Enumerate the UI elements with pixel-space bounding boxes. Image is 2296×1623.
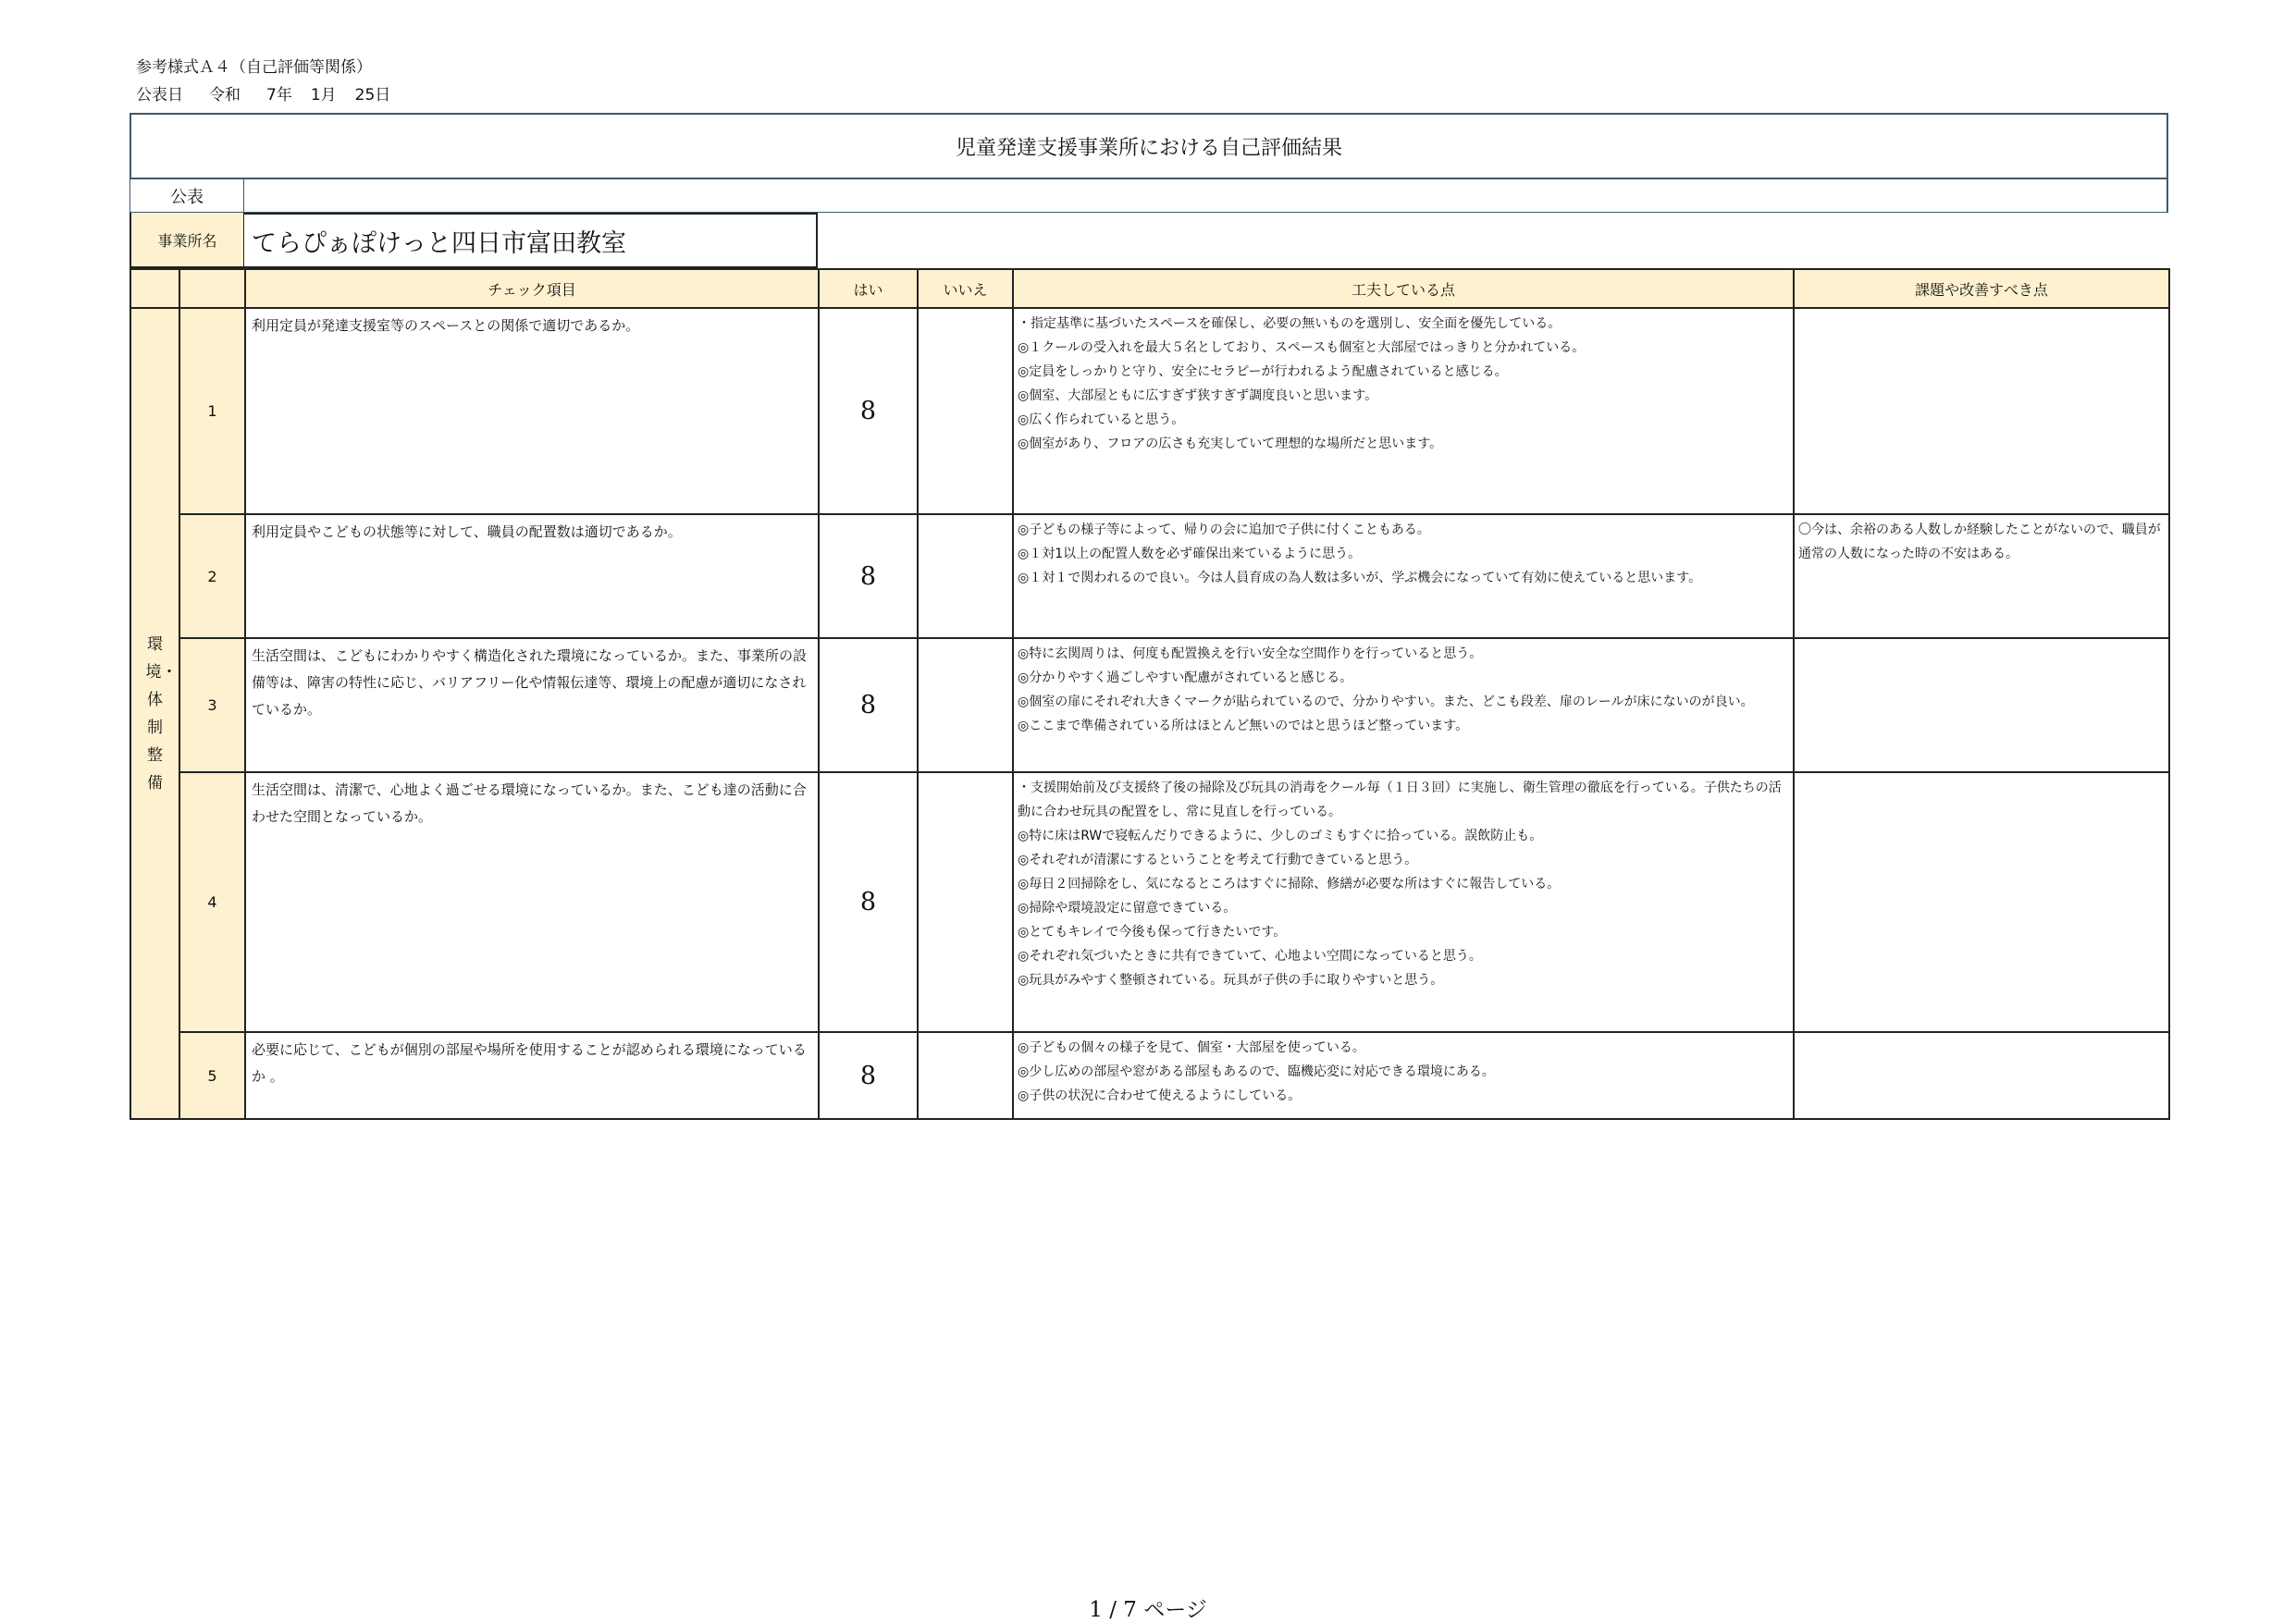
note-line: ◎とてもキレイで今後も保って行きたいです。 [1018,925,1287,940]
note-line: ◎ここまで準備されている所はほとんど無いのではと思うほど整っています。 [1018,719,1469,733]
header-effort: 工夫している点 [1013,269,1794,308]
note-line: ◎毎日２回掃除をし、気になるところはすぐに掃除、修繕が必要な所はすぐに報告している。 [1018,877,1561,891]
row-number: 5 [179,1032,245,1119]
note-line: ◎１対1以上の配置人数を必ず確保出来ているように思う。 [1018,547,1362,561]
header-yes: はい [819,269,918,308]
note-line: ◎特に玄関周りは、何度も配置換えを行い安全な空間作りを行っていると思う。 [1018,646,1483,661]
header-check-item: チェック項目 [245,269,819,308]
table-header-row [130,269,2169,308]
note-line: ◎個室、大部屋ともに広すぎず狭すぎず調度良いと思います。 [1018,388,1378,403]
table-row [130,638,2169,772]
note-line: ◎個室の扉にそれぞれ大きくマークが貼られているので、分かりやすい。また、どこも段差、扉のレールが床にないのが良い。 [1018,695,1754,709]
header-no: いいえ [918,269,1013,308]
note-line: ◎玩具がみやすく整頓されている。玩具が子供の手に取りやすいと思う。 [1018,973,1444,988]
table-row [130,772,2169,1032]
no-count [918,308,1013,514]
yes-count: 8 [819,514,918,638]
pub-year: 7年 [266,86,292,105]
category-cell [130,308,179,1119]
improve-notes [1794,308,2169,514]
improve-notes [1794,638,2169,772]
note-line: ◎少し広めの部屋や窓がある部屋もあるので、臨機応変に対応できる環境にある。 [1018,1064,1495,1079]
row-number: 2 [179,514,245,638]
pub-day: 25日 [354,86,391,105]
evaluation-table [130,268,2170,1120]
page-indicator: 1 / 7 ページ [1089,1598,1207,1622]
check-item: 利用定員やこどもの状態等に対して、職員の配置数は適切であるか。 [245,514,819,638]
note-line: ◎広く作られていると思う。 [1018,412,1185,427]
no-count [918,772,1013,1032]
table-row [130,1032,2169,1119]
effort-notes [1013,772,1794,1032]
effort-notes [1013,308,1794,514]
note-line: ◎個室があり、フロアの広さも充実していて理想的な場所だと思います。 [1018,436,1443,451]
note-line: ◎掃除や環境設定に留意できている。 [1018,901,1237,916]
note-line: ◎定員をしっかりと守り、安全にセラピーが行われるよう配慮されていると感じる。 [1018,364,1508,379]
no-count [918,514,1013,638]
kohyo-label: 公表 [130,179,244,213]
note-line: ◎１クールの受入れを最大５名としており、スペースも個室と大部屋ではっきりと分かれている。 [1018,340,1586,355]
category-label: 環境・体制整備 [145,634,178,793]
publication-date [136,81,416,105]
effort-notes [1013,1032,1794,1119]
kohyo-value [244,179,2168,213]
pub-era: 令和 [209,86,241,105]
note-line: ◎子どもの個々の様子を見て、個室・大部屋を使っている。 [1018,1040,1365,1055]
pub-month: 1月 [310,86,337,105]
check-item: 生活空間は、清潔で、心地よく過ごせる環境になっているか。また、こども達の活動に合わせた空間となっているか。 [245,772,819,1032]
improve-notes: 〇今は、余裕のある人数しか経験したことがないので、職員が通常の人数になった時の不安はある。 [1794,514,2169,638]
check-item: 生活空間は、こどもにわかりやすく構造化された環境になっているか。また、事業所の設備等は、障害の特性に応じ、バリアフリー化や情報伝達等、環境上の配慮が適切になされているか。 [245,638,819,772]
yes-count: 8 [819,772,918,1032]
effort-notes [1013,638,1794,772]
yes-count: 8 [819,638,918,772]
note-line: ◎子供の状況に合わせて使えるようにしている。 [1018,1088,1302,1103]
office-name: てらぴぁぽけっと四日市富田教室 [244,213,818,268]
yes-count: 8 [819,308,918,514]
note-line: ◎分かりやすく過ごしやすい配慮がされていると感じる。 [1018,670,1353,685]
table-row [130,308,2169,514]
document-title: 児童発達支援事業所における自己評価結果 [130,113,2168,179]
header-improve: 課題や改善すべき点 [1794,269,2169,308]
improve-notes [1794,772,2169,1032]
note-line: ・指定基準に基づいたスペースを確保し、必要の無いものを選別し、安全面を優先している。 [1018,316,1562,331]
note-line: ◎それぞれ気づいたときに共有できていて、心地よい空間になっていると思う。 [1018,949,1482,964]
row-number: 3 [179,638,245,772]
no-count [918,1032,1013,1119]
check-item: 必要に応じて、こどもが個別の部屋や場所を使用することが認められる環境になっているか 。 [245,1032,819,1119]
yes-count: 8 [819,1032,918,1119]
header-category [130,269,179,308]
header-number [179,269,245,308]
note-line: ◎特に床はRWで寝転んだりできるように、少しのゴミもすぐに拾っている。誤飲防止も。 [1018,829,1543,843]
row-number: 4 [179,772,245,1032]
row-number: 1 [179,308,245,514]
effort-notes [1013,514,1794,638]
form-reference: 参考様式Ａ４（自己評価等関係） [136,58,372,77]
improve-notes [1794,1032,2169,1119]
table-row [130,514,2169,638]
note-line: ◎１対１で関われるので良い。今は人員育成の為人数は多いが、学ぶ機会になっていて有効に使えていると思います。 [1018,571,1702,585]
check-item: 利用定員が発達支援室等のスペースとの関係で適切であるか。 [245,308,819,514]
no-count [918,638,1013,772]
note-line: ・支援開始前及び支援終了後の掃除及び玩具の消毒をクール毎（１日３回）に実施し、衛生管理の徹底を行っている。子供たちの活動に合わせ玩具の配置をし、常に見直しを行っている。 [1018,781,1782,819]
note-line: ◎それぞれが清潔にするということを考えて行動できていると思う。 [1018,853,1418,867]
office-label: 事業所名 [130,213,244,268]
pub-label: 公表日 [136,86,183,105]
note-line: ◎子どもの様子等によって、帰りの会に追加で子供に付くこともある。 [1018,523,1430,537]
